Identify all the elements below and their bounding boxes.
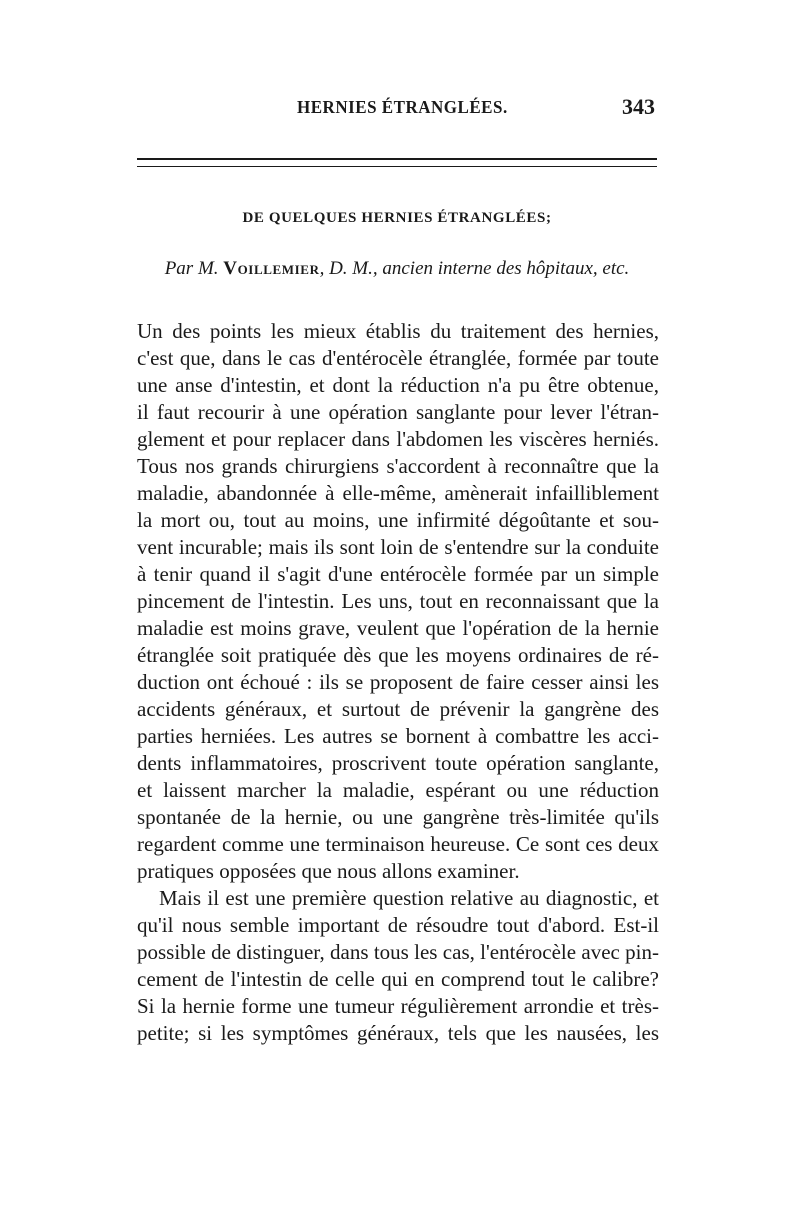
text-line: Mais il est une première question relative au diagnostic, et [159, 886, 659, 910]
text-line: c'est que, dans le cas d'entérocèle étranglée, formée par toute [137, 346, 659, 370]
text-line: spontanée de la hernie, ou une gangrène très-limitée qu'ils [137, 805, 659, 829]
running-title: HERNIES ÉTRANGLÉES. [297, 97, 508, 118]
text-line: dents inflammatoires, proscrivent toute opération sanglante, [137, 751, 659, 775]
text-line: duction ont échoué : ils se proposent de faire cesser ainsi les [137, 670, 659, 694]
text-line: possible de distinguer, dans tous les cas, l'entérocèle avec pin- [137, 940, 659, 964]
text-line: parties herniées. Les autres se bornent à combattre les acci- [137, 724, 659, 748]
text-line: regardent comme une terminaison heureuse. Ce sont ces deux [137, 832, 659, 856]
text-line: pratiques opposées que nous allons examiner. [137, 859, 520, 883]
text-line: une anse d'intestin, et dont la réduction n'a pu être obtenue, [137, 373, 659, 397]
text-line: Tous nos grands chirurgiens s'accordent à reconnaître que la [137, 454, 659, 478]
byline [137, 258, 657, 280]
text-line: il faut recourir à une opération sanglante pour lever l'étran- [137, 400, 659, 424]
text-line: vent incurable; mais ils sont loin de s'entendre sur la conduite [137, 535, 659, 559]
text-line: petite; si les symptômes généraux, tels que les nausées, les [137, 1021, 659, 1045]
text-line: la mort ou, tout au moins, une infirmité dégoûtante et sou- [137, 508, 659, 532]
text-line: étranglée soit pratiquée dès que les moyens ordinaires de ré- [137, 643, 659, 667]
text-line: Si la hernie forme une tumeur régulièrement arrondie et très- [137, 994, 659, 1018]
double-rule-divider [137, 158, 657, 167]
text-line: maladie est moins grave, veulent que l'opération de la hernie [137, 616, 659, 640]
text-line: glement et pour replacer dans l'abdomen les viscères herniés. [137, 427, 659, 451]
text-line: et laissent marcher la maladie, espérant ou une réduction [137, 778, 659, 802]
body-text [137, 318, 659, 1047]
page-number: 343 [622, 94, 655, 119]
running-head [137, 94, 657, 128]
text-line: pincement de l'intestin. Les uns, tout en reconnaissant que la [137, 589, 659, 613]
byline-suffix: , D. M., ancien interne des hôpitaux, etc. [319, 258, 630, 279]
text-line: Un des points les mieux établis du traitement des hernies, [137, 319, 659, 343]
text-line: qu'il nous semble important de résoudre tout d'abord. Est-il [137, 913, 659, 937]
text-line: à tenir quand il s'agit d'une entérocèle formée par un simple [137, 562, 659, 586]
byline-prefix: Par M. [164, 258, 219, 279]
article-title: DE QUELQUES HERNIES ÉTRANGLÉES; [242, 210, 552, 226]
byline-author: Voillemier [223, 258, 320, 279]
text-line: maladie, abandonnée à elle-même, amènerait infailliblement [137, 481, 659, 505]
text-line: cement de l'intestin de celle qui en comprend tout le calibre? [137, 967, 659, 991]
text-line: accidents généraux, et surtout de prévenir la gangrène des [137, 697, 659, 721]
